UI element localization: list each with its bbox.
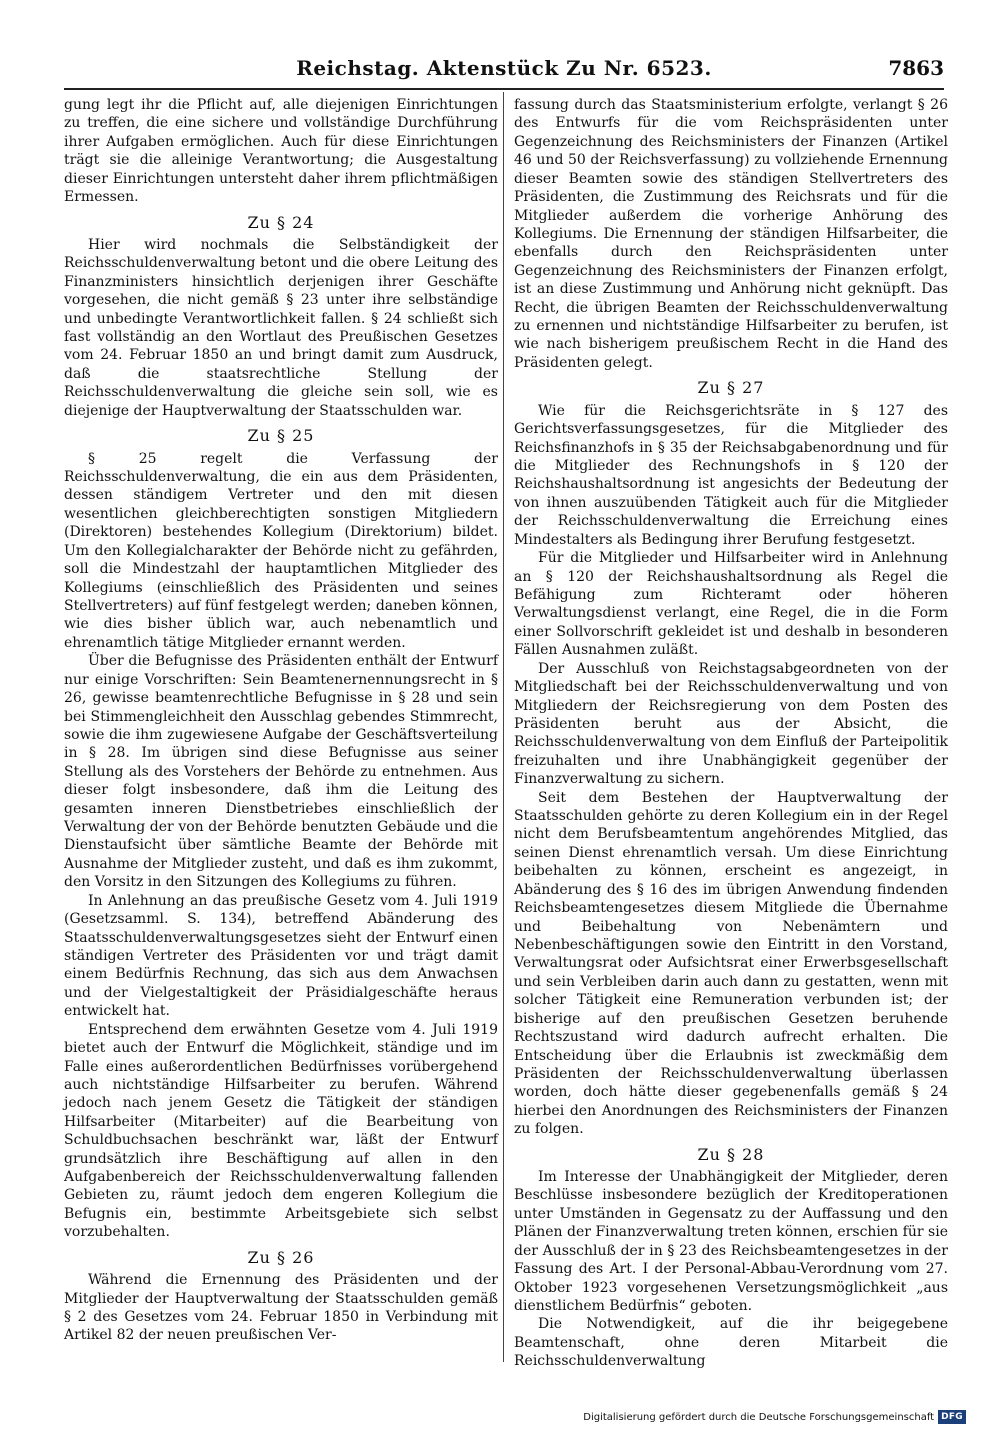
paragraph: § 25 regelt die Verfassung der Reichsschuldenverwaltung, die ein aus dem Präsidenten, dessen ständigem Vertreter und den mit diesen wesentlichen gleichberechtigten sonstigen Mitgliedern (Direktoren) bestehendes Kollegium (Direktorium) bildet. Um den Kollegialcharakter der Behörde nicht zu gefährden, soll die Mindestzahl der hauptamtlichen Mitglieder des Kollegiums (einschließlich des Präsidenten und seines Stellvertreters) auf fünf festgelegt werden; daneben können, wie dies bisher üblich war, auch nebenamtlich und ehrenamtlich tätige Mitglieder ernannt werden. [64, 450, 498, 651]
paragraph: Für die Mitglieder und Hilfsarbeiter wird in Anlehnung an § 120 der Reichshaushaltsordnung als Regel die Befähigung zum Richteramt oder höheren Verwaltungsdienst verlangt, eine Regel, die in die Form einer Sollvorschrift gekleidet ist und deshalb in besonderen Fällen Ausnahmen zuläßt. [514, 550, 948, 659]
page-number: 7863 [888, 56, 944, 80]
paragraph: Wie für die Reichsgerichtsräte in § 127 des Gerichtsverfassungsgesetzes, für die Mitglieder des Reichsfinanzhofs in § 35 der Reichsabgabenordnung und für die Mitglieder des Rechnungshofs in § 120 der Reichshaushaltsordnung ist angesichts der Bedeutung der von ihnen auszuübenden Tätigkeit auch für die Mitglieder der Reichsschuldenverwaltung die Erreichung eines Mindestalters als Bedingung ihrer Berufung festgesetzt. [514, 402, 948, 548]
paragraph: Der Ausschluß von Reichstagsabgeordneten von der Mitgliedschaft bei der Reichsschuldenverwaltung und von Mitgliedern der Reichsregierung von dem Posten des Präsidenten beruht aus der Absicht, die Reichsschuldenverwaltung von dem Einfluß der Parteipolitik freizuhalten und ihre Unabhängigkeit gegenüber der Finanzverwaltung zu sichern. [514, 660, 948, 788]
digitization-footer [583, 1408, 966, 1426]
footer-text: Digitalisierung gefördert durch die Deutsche Forschungsgemeinschaft [583, 1411, 935, 1423]
section-heading-24: Zu § 24 [247, 212, 315, 232]
section-heading-25: Zu § 25 [247, 426, 315, 446]
paragraph: gung legt ihr die Pflicht auf, alle diejenigen Einrichtungen zu treffen, die eine sichere und vollständige Durchführung ihrer Aufgaben ermöglichen. Auch für diese Einrichtungen trägt sie die alleinige Verantwortung; die Ausgestaltung dieser Einrichtungen untersteht daher ihrem pflichtmäßigen Ermessen. [64, 97, 498, 206]
section-heading-28: Zu § 28 [697, 1144, 765, 1164]
right-column [514, 96, 948, 1371]
paragraph: Seit dem Bestehen der Hauptverwaltung der Staatsschulden gehörte zu deren Kollegium ein in der Regel nicht dem Berufsbeamtentum angehörendes Mitglied, das seinen Dienst ehrenamtlich versah. Um diese Einrichtung beibehalten zu können, erscheint es angezeigt, in Abänderung des § 16 des im übrigen Anwendung findenden Reichsbeamtengesetzes diesem Mitgliede die Übernahme und Beibehaltung von Nebenämtern und Nebenbeschäftigungen sowie den Eintritt in den Vorstand, Verwaltungsrat oder Aufsichtsrat einer Erwerbsgesellschaft und sein Verbleiben darin auch dann zu gestatten, wenn mit solcher Tätigkeit eine Remuneration verbunden ist; der bisherige auf den preußischen Gesetzen beruhende Rechtszustand wird dadurch aufrecht erhalten. Die Entscheidung über die Erlaubnis ist zweckmäßig dem Präsidenten der Reichsschuldenverwaltung überlassen worden, doch hätte dieser gegebenenfalls gemäß § 24 hierbei den Anordnungen des Reichsministers der Finanzen zu folgen. [514, 789, 948, 1138]
column-divider [503, 92, 504, 1362]
paragraph: In Anlehnung an das preußische Gesetz vom 4. Juli 1919 (Gesetzsamml. S. 134), betreffend Abänderung des Staatsschuldenverwaltungsgesetzes sieht der Entwurf einen ständigen Vertreter des Präsidenten vor und trägt damit einem Bedürfnis Rechnung, das sich aus dem Anwachsen und der Vielgestaltigkeit der Präsidialgeschäfte heraus entwickelt hat. [64, 892, 498, 1020]
section-heading-26: Zu § 26 [247, 1247, 315, 1267]
paragraph: Entsprechend dem erwähnten Gesetze vom 4. Juli 1919 bietet auch der Entwurf die Möglichkeit, ständige und im Falle eines außerordentlichen Bedürfnisses vorübergehend auch nichtständige Hilfsarbeiter zu berufen. Während jedoch nach jenem Gesetz die Tätigkeit der ständigen Hilfsarbeiter (Mitarbeiter) auf die Bearbeitung von Schuldbuchsachen beschränkt war, läßt der Entwurf grundsätzlich ihre Beschäftigung auf allen in den Aufgabenbereich der Reichsschuldenverwaltung fallenden Gebieten zu, räumt jedoch dem engeren Kollegium die Befugnis ein, bestimmte Arbeitsgebiete sich selbst vorzubehalten. [64, 1021, 498, 1241]
paragraph: fassung durch das Staatsministerium erfolgte, verlangt § 26 des Entwurfs für die vom Reichspräsidenten unter Gegenzeichnung des Reichsministers der Finanzen (Artikel 46 und 50 der Reichsverfassung) zu vollziehende Ernennung dieser Beamten sowie des ständigen Stellvertreters des Präsidenten, die Zustimmung des Reichsrats und für die Mitglieder außerdem die vorherige Anhörung des Kollegiums. Die Ernennung der ständigen Hilfsarbeiter, die ebenfalls durch den Reichspräsidenten unter Gegenzeichnung des Reichsministers der Finanzen erfolgt, ist an diese Zustimmung und Anhörung nicht geknüpft. Das Recht, die übrigen Beamten der Reichsschuldenverwaltung zu ernennen und nichtständige Hilfsarbeiter zu berufen, ist wie nach bisherigem preußischem Recht in die Hand des Präsidenten gelegt. [514, 97, 948, 371]
paragraph: Die Notwendigkeit, auf die ihr beigegebene Beamtenschaft, ohne deren Mitarbeit die Reichsschuldenverwaltung [514, 1316, 948, 1370]
paragraph: Über die Befugnisse des Präsidenten enthält der Entwurf nur einige Vorschriften: Sein Beamtenernennungsrecht in § 26, gewisse beamtenrechtliche Befugnisse in § 28 und sein bei Stimmengleichheit den Ausschlag gebendes Stimmrecht, sowie die ihm zugewiesene Aufgabe der Geschäftsverteilung in § 28. Im übrigen sind diese Befugnisse aus seiner Stellung als des Vorstehers der Behörde zu entnehmen. Aus dieser folgt insbesondere, daß ihm die Leitung des gesamten inneren Dienstbetriebes einschließlich der Verwaltung der von der Behörde benutzten Gebäude und die Dienstaufsicht über sämtliche Beamte der Behörde mit Ausnahme der Mitglieder zusteht, und daß es ihm zukommt, den Vorsitz in den Sitzungen des Kollegiums zu führen. [64, 653, 498, 891]
paragraph: Während die Ernennung des Präsidenten und der Mitglieder der Hauptverwaltung der Staatsschulden gemäß § 2 des Gesetzes vom 24. Februar 1850 in Verbindung mit Artikel 82 der neuen preußischen Ver- [64, 1272, 498, 1344]
page-title: Reichstag. Aktenstück Zu Nr. 6523. [296, 56, 712, 80]
paragraph: Hier wird nochmals die Selbständigkeit der Reichsschuldenverwaltung betont und die obere Leitung des Finanzministers hinsichtlich derjenigen ihrer Geschäfte vorgesehen, die nicht gemäß § 23 unter ihre selbständige und unbedingte Verantwortlichkeit fallen. § 24 schließt sich fast vollständig an den Wortlaut des Preußischen Gesetzes vom 24. Februar 1850 an und bringt damit zum Ausdruck, daß die staatsrechtliche Stellung der Reichsschuldenverwaltung die gleiche sein soll, wie es diejenige der Hauptverwaltung der Staatsschulden war. [64, 236, 498, 419]
page-header [64, 56, 944, 88]
section-heading-27: Zu § 27 [697, 378, 765, 398]
paragraph: Im Interesse der Unabhängigkeit der Mitglieder, deren Beschlüsse insbesondere bezüglich der Kreditoperationen unter Umständen in Gegensatz zu der Auffassung und den Plänen der Finanzverwaltung treten können, erschien für sie der Ausschluß der in § 23 des Reichsbeamtengesetzes in der Fassung des Art. I der Personal-Abbau-Verordnung vom 27. Oktober 1923 vorgesehenen Versetzungsmöglichkeit „aus dienstlichem Bedürfnis“ geboten. [514, 1169, 948, 1314]
left-column [64, 96, 498, 1345]
dfg-logo: DFG [938, 1410, 966, 1424]
header-rule [64, 88, 944, 90]
